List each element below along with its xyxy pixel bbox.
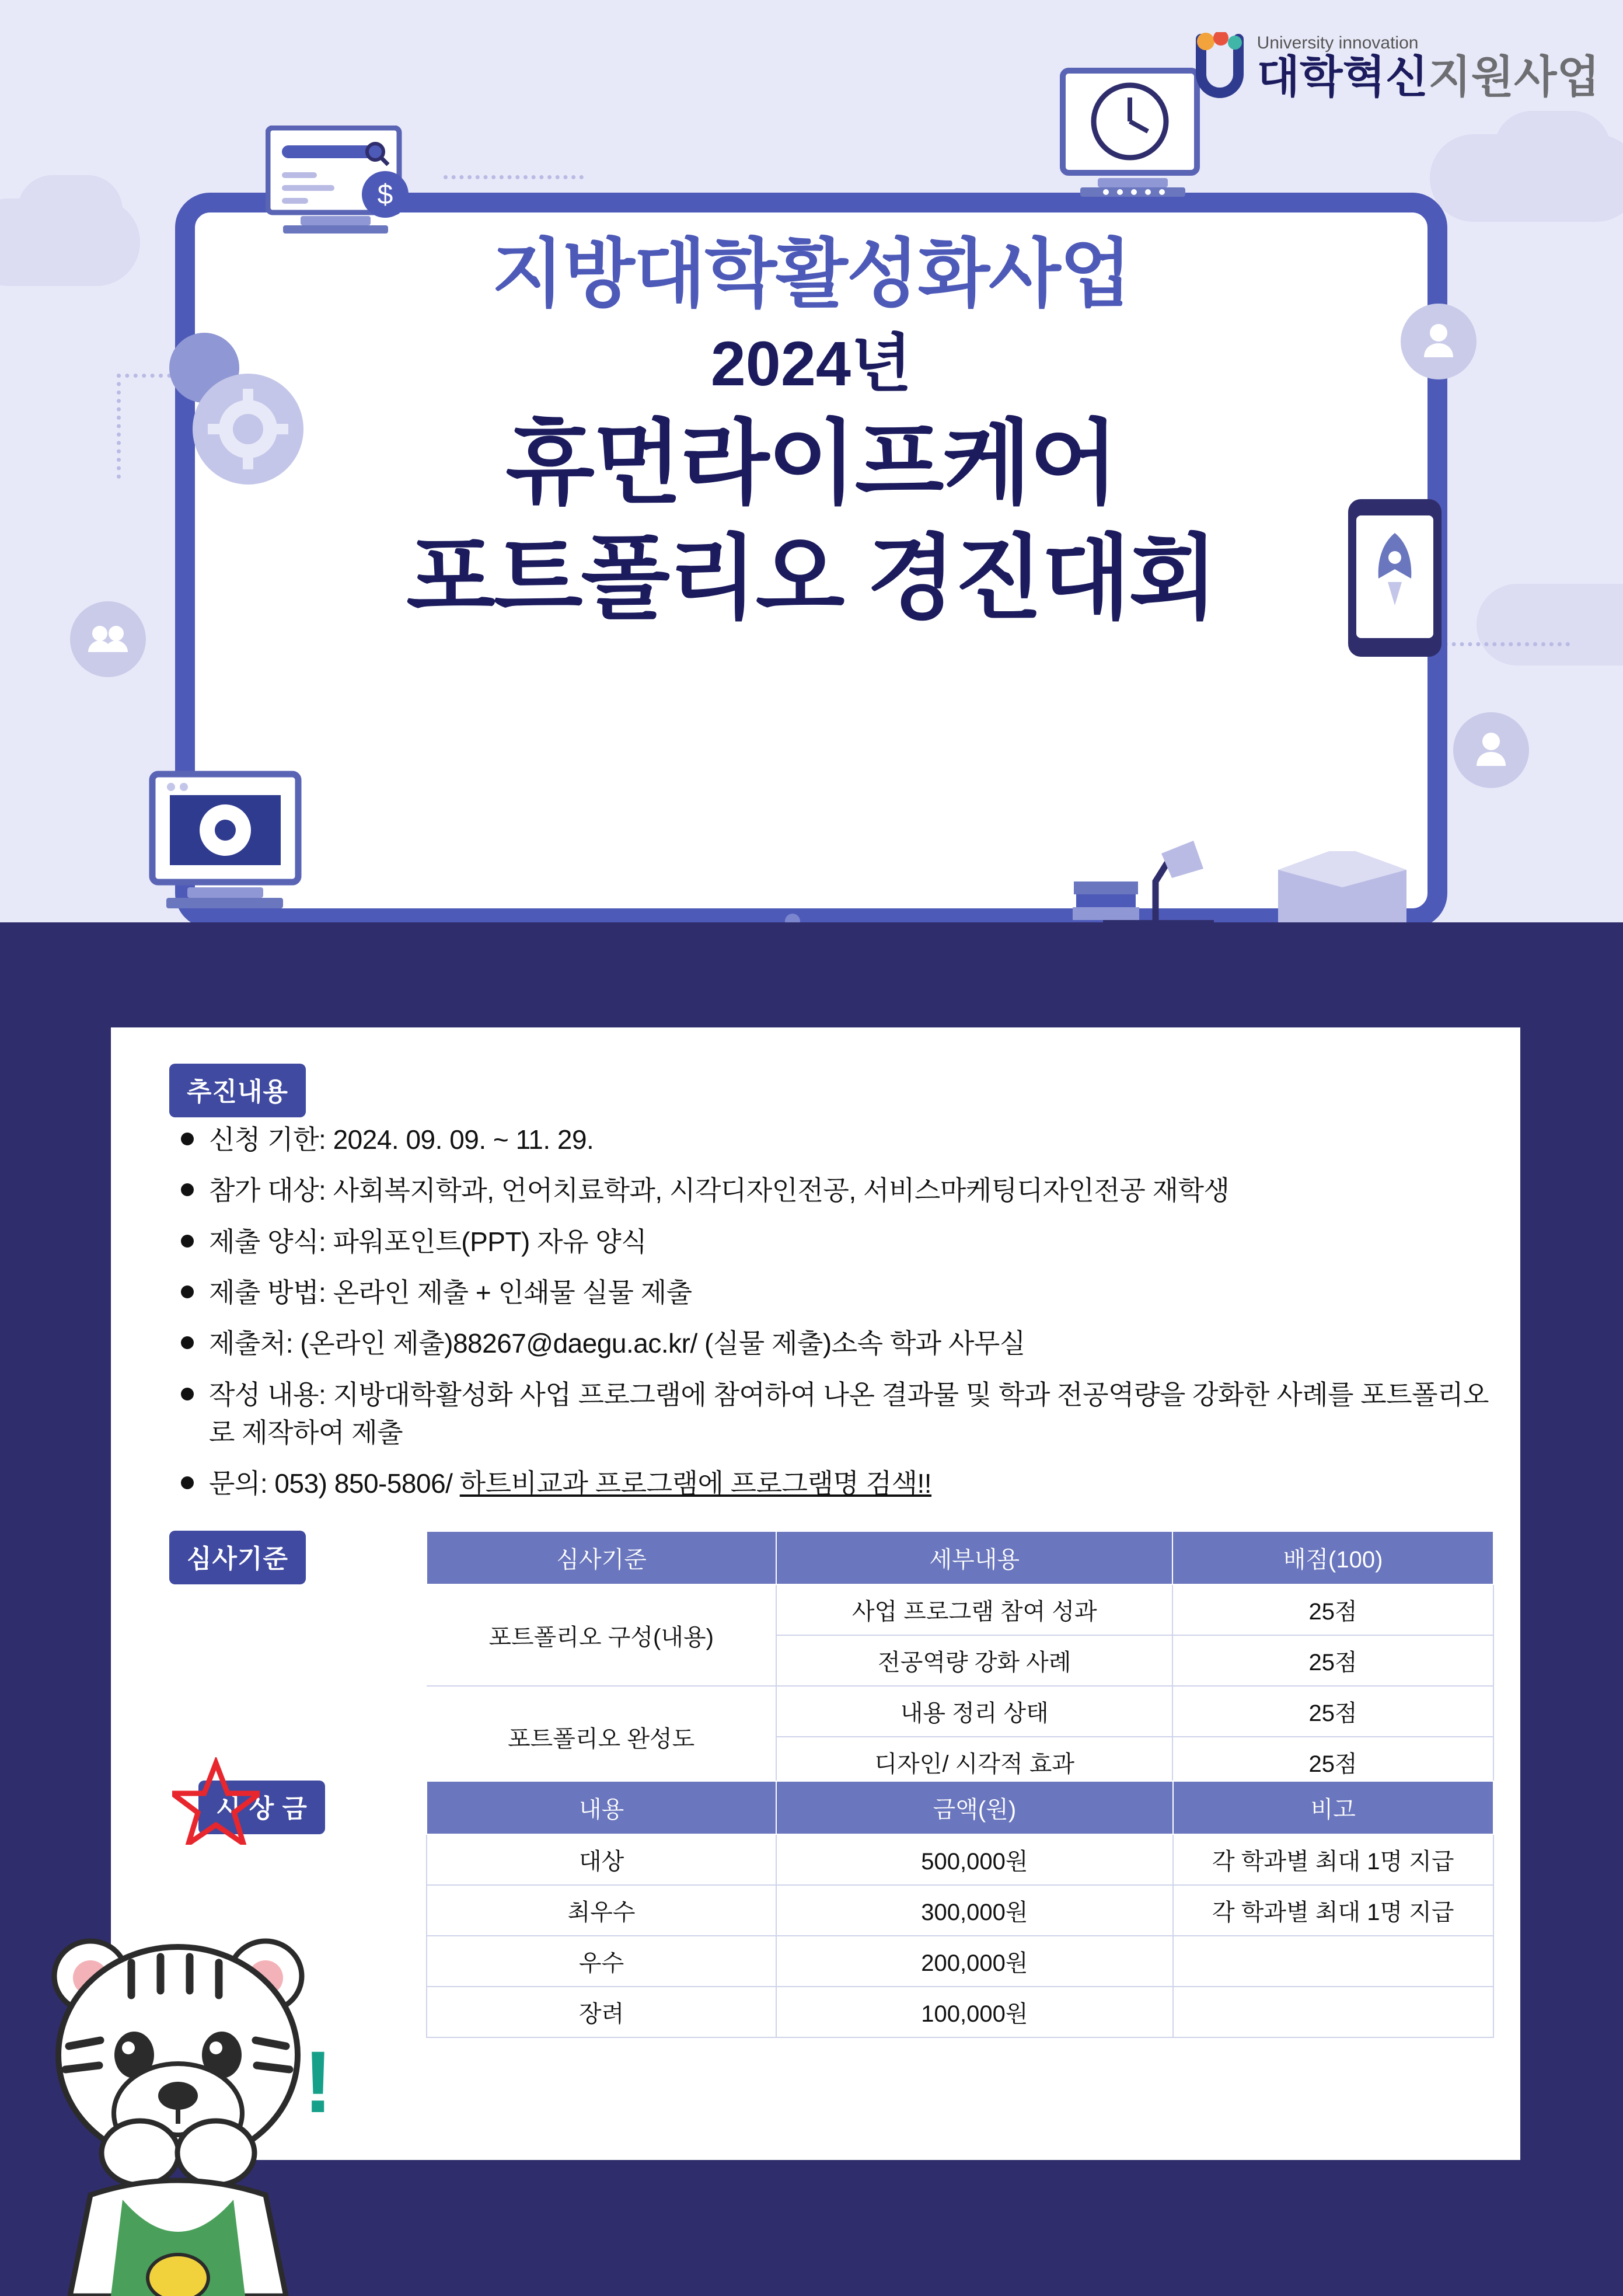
contact-prefix: 문의: 053) 850-5806/: [209, 1468, 460, 1499]
cell-detail: 내용 정리 상태: [776, 1686, 1172, 1737]
cell-prize-name: 최우수: [427, 1885, 776, 1936]
tiger-mascot-illustration: [35, 1921, 338, 2296]
list-item-text: 제출 방법: 온라인 제출 + 인쇄물 실물 제출: [209, 1277, 692, 1308]
title-line-4: 포트폴리오 경진대회: [406, 527, 1216, 630]
logo-title-part1: 대학혁신: [1256, 53, 1429, 102]
title-line-1: 지방대학활성화사업: [491, 232, 1131, 316]
bullet-dot-icon: [181, 1476, 194, 1489]
dashed-line-decor: [444, 175, 584, 179]
dashed-line-decor: [117, 374, 121, 479]
section-tag-prize: 시 상 금: [198, 1781, 325, 1834]
section-tag-criteria: 심사기준: [169, 1531, 306, 1584]
table-header-row: [427, 1531, 1493, 1584]
bullet-dot-icon: [181, 1285, 194, 1298]
cell-group: 포트폴리오 구성(내용): [427, 1584, 776, 1686]
cell-score: 25점: [1172, 1584, 1493, 1635]
criteria-table: [426, 1531, 1494, 1788]
col-header-detail: 세부내용: [776, 1531, 1172, 1584]
cell-prize-amount: 200,000원: [776, 1936, 1172, 1987]
list-item: [181, 1376, 1494, 1452]
cell-prize-note: [1173, 1936, 1493, 1987]
list-item-text: 제출 양식: 파워포인트(PPT) 자유 양식: [209, 1226, 647, 1257]
poster-banner: [0, 0, 1623, 922]
cell-detail: 전공역량 강화 사례: [776, 1635, 1172, 1686]
star-icon: [172, 1757, 260, 1845]
list-item: [181, 1325, 1494, 1363]
cell-prize-name: 대상: [427, 1834, 776, 1885]
logo-mark-icon: [1188, 32, 1251, 102]
bullet-list: [181, 1121, 1494, 1516]
col-header-name: 내용: [427, 1781, 776, 1834]
exclamation-decor: !: [303, 2033, 333, 2131]
table-row: [427, 1987, 1493, 2037]
title-line-3: 휴먼라이프케어: [505, 412, 1117, 515]
user-group-icon: [70, 601, 146, 677]
section-tag-wrap-criteria: [169, 1531, 306, 1584]
list-item-text: 작성 내용: 지방대학활성화 사업 프로그램에 참여하여 나온 결과물 및 학과 전공역량을 강화한 사례를 포트폴리오로 제작하여 제출: [209, 1379, 1489, 1448]
bullet-dot-icon: [181, 1183, 194, 1196]
list-item-contact: [181, 1465, 1494, 1503]
cell-score: 25점: [1172, 1635, 1493, 1686]
cell-score: 25점: [1172, 1737, 1493, 1788]
user-icon: [1453, 712, 1529, 788]
list-item: [181, 1121, 1494, 1159]
cell-prize-note: 각 학과별 최대 1명 지급: [1173, 1885, 1493, 1936]
monitor-gear-icon: [149, 771, 324, 922]
section-tag-wrap-content: [169, 1064, 306, 1117]
col-header-note: 비고: [1173, 1781, 1493, 1834]
contact-link-text[interactable]: 하트비교과 프로그램에 프로그램명 검색!!: [459, 1468, 932, 1499]
table-header-row: [427, 1781, 1493, 1834]
cell-prize-name: 우수: [427, 1936, 776, 1987]
list-item: [181, 1172, 1494, 1210]
cloud-decor: [1494, 111, 1611, 187]
cell-prize-name: 장려: [427, 1987, 776, 2037]
cell-prize-amount: 500,000원: [776, 1834, 1172, 1885]
poster-title-block: [195, 228, 1427, 637]
cloud-decor: [1477, 584, 1623, 666]
logo-title: [1257, 55, 1600, 100]
list-item: [181, 1223, 1494, 1261]
svg-text:$: $: [377, 179, 393, 210]
col-header-score: 배점(100): [1172, 1531, 1493, 1584]
table-row: [427, 1584, 1493, 1635]
bullet-dot-icon: [181, 1235, 194, 1248]
cell-detail: 디자인/ 시각적 효과: [776, 1737, 1172, 1788]
cell-prize-note: [1173, 1987, 1493, 2037]
lamp-books-icon: [1068, 817, 1231, 922]
list-item: [181, 1274, 1494, 1312]
col-header-criteria: 심사기준: [427, 1531, 776, 1584]
table-row: [427, 1936, 1493, 1987]
logo-title-part2: 지원사업: [1428, 53, 1600, 102]
cell-prize-note: 각 학과별 최대 1명 지급: [1173, 1834, 1493, 1885]
col-header-amount: 금액(원): [776, 1781, 1172, 1834]
bullet-dot-icon: [181, 1388, 194, 1400]
cell-group: 포트폴리오 완성도: [427, 1686, 776, 1788]
prize-table: [426, 1781, 1494, 2038]
cloud-decor: [18, 175, 123, 245]
bullet-dot-icon: [181, 1336, 194, 1349]
logo-subtitle: University innovation: [1256, 33, 1419, 53]
title-line-2: 2024년: [710, 328, 912, 399]
table-row: [427, 1686, 1493, 1737]
cell-score: 25점: [1172, 1686, 1493, 1737]
list-item-text-contact: [209, 1465, 931, 1503]
table-row: [427, 1885, 1493, 1936]
cell-prize-amount: 300,000원: [776, 1885, 1172, 1936]
phone-rocket-icon: [1336, 493, 1453, 668]
list-item-text: 제출처: (온라인 제출)88267@daegu.ac.kr/ (실물 제출)소속 학과 사무실: [209, 1328, 1025, 1359]
section-tag-content: 추진내용: [169, 1064, 306, 1117]
list-item-text: 신청 기한: 2024. 09. 09. ~ 11. 29.: [209, 1124, 594, 1155]
program-logo: [1188, 32, 1600, 102]
monitor-search-icon: [266, 126, 420, 242]
table-row: [427, 1834, 1493, 1885]
cell-prize-amount: 100,000원: [776, 1987, 1172, 2037]
list-item-text: 참가 대상: 사회복지학과, 언어치료학과, 시각디자인전공, 서비스마케팅디자인전공 재학생: [209, 1175, 1230, 1206]
cell-detail: 사업 프로그램 참여 성과: [776, 1584, 1172, 1635]
open-box-icon: [1255, 806, 1430, 922]
bullet-dot-icon: [181, 1133, 194, 1145]
